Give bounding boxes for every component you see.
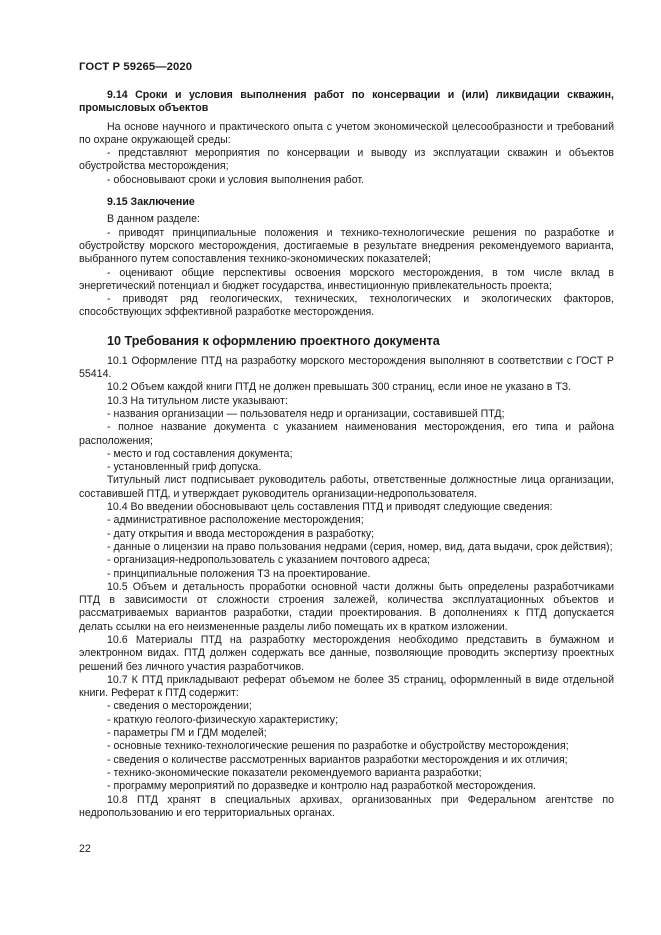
- paragraph-10-2: 10.2 Объем каждой книги ПТД не должен превышать 300 страниц, если иное не указано в ТЗ.: [107, 381, 572, 394]
- list-item: - организация-недропользователь с указанием почтового адреса;: [107, 554, 431, 567]
- paragraph-10-5: 10.5 Объем и детальность проработки основной части должны быть определены разработчиками ПТД в зависимости от сложности строения залежей, количества эксплуатационных объектов и рассматриваемых вариантов разработки, стадии проектирования. В дополнениях к ПТД допускается делать ссылки на его неизмененные разделы либо помещать их в кратком изложении.: [79, 580, 614, 633]
- list-item: - сведения о количестве рассмотренных вариантов разработки месторождения и их отличия;: [107, 753, 568, 766]
- paragraph-10-4: 10.4 Во введении обосновывают цель составления ПТД и приводят следующие сведения:: [107, 501, 553, 514]
- list-item: - административное расположение месторождения;: [107, 514, 364, 527]
- document-body: [79, 89, 614, 820]
- paragraph-10-3: 10.3 На титульном листе указывают:: [107, 394, 288, 407]
- list-item: - параметры ГМ и ГДМ моделей;: [107, 727, 267, 740]
- paragraph-10-8: 10.8 ПТД хранят в специальных архивах, организованных при Федеральном агентстве по недропользованию и его территориальных органах.: [79, 793, 614, 819]
- list-item: - обосновывают сроки и условия выполнения работ.: [107, 173, 364, 186]
- document-header: ГОСТ Р 59265—2020: [79, 61, 193, 73]
- paragraph: На основе научного и практического опыта с учетом экономической целесообразности и требований по охране окружающей среды:: [79, 120, 614, 146]
- list-item: - основные технико-технологические решения по разработке и обустройству месторождения;: [107, 740, 569, 753]
- list-item: - оценивают общие перспективы освоения морского месторождения, в том числе вклад в энергетический потенциал и бюджет государства, инвестиционную привлекательность проекта;: [79, 266, 614, 292]
- subsection-title-9-15: 9.15 Заключение: [107, 196, 195, 209]
- paragraph-10-7: 10.7 К ПТД прикладывают реферат объемом не более 35 страниц, оформленный в виде отдельной книги. Реферат к ПТД содержит:: [79, 673, 614, 700]
- paragraph-10-1: 10.1 Оформление ПТД на разработку морского месторождения выполняют в соответствии с ГОСТ Р 55414.: [79, 354, 614, 381]
- list-item: - принципиальные положения ТЗ на проектирование.: [107, 567, 371, 580]
- list-item: - установленный гриф допуска.: [107, 461, 262, 474]
- list-item: - названия организации — пользователя недр и организации, составившей ПТД;: [107, 407, 505, 420]
- list-item: - сведения о месторождении;: [107, 700, 252, 713]
- list-item: - приводят принципиальные положения и технико-технологические решения по разработке и обустройству морского месторождения, достигаемые в результате внедрения рекомендуемого варианта, выбранного путем сопоставления технико-экономических показателей;: [79, 226, 614, 266]
- list-item: - программу мероприятий по доразведке и контролю над разработкой месторождения.: [107, 780, 536, 793]
- list-item: - данные о лицензии на право пользования недрами (серия, номер, вид, дата выдачи, срок действия);: [107, 540, 613, 553]
- list-item: - полное название документа с указанием наименования месторождения, его типа и района расположения;: [79, 421, 614, 447]
- section-title-10: 10 Требования к оформлению проектного документа: [107, 333, 440, 348]
- list-item: - дату открытия и ввода месторождения в разработку;: [107, 527, 375, 540]
- list-item: - место и год составления документа;: [107, 447, 293, 460]
- list-item: - приводят ряд геологических, технических, технологических и экологических факторов, способствующих эффективной разработке месторождения.: [79, 293, 614, 319]
- list-item: - технико-экономические показатели рекомендуемого варианта разработки;: [107, 766, 482, 779]
- subsection-title-9-14: 9.14 Сроки и условия выполнения работ по консервации и (или) ликвидации скважин, промысловых объектов: [79, 89, 614, 115]
- list-item: - краткую геолого-физическую характеристику;: [107, 713, 339, 726]
- page-number: 22: [79, 843, 91, 855]
- paragraph-10-6: 10.6 Материалы ПТД на разработку месторождения необходимо представить в бумажном и электронном видах. ПТД должен содержать все данные, позволяющие проводить экспертизу проектных решений без личного участия разработчиков.: [79, 633, 614, 673]
- list-item: - представляют мероприятия по консервации и выводу из эксплуатации скважин и объектов обустройства месторождения;: [79, 147, 614, 173]
- paragraph: В данном разделе:: [107, 213, 200, 226]
- paragraph: Титульный лист подписывает руководитель работы, ответственные должностные лица организации, составившей ПТД, и утверждает руководитель организации-недропользователя.: [79, 474, 614, 500]
